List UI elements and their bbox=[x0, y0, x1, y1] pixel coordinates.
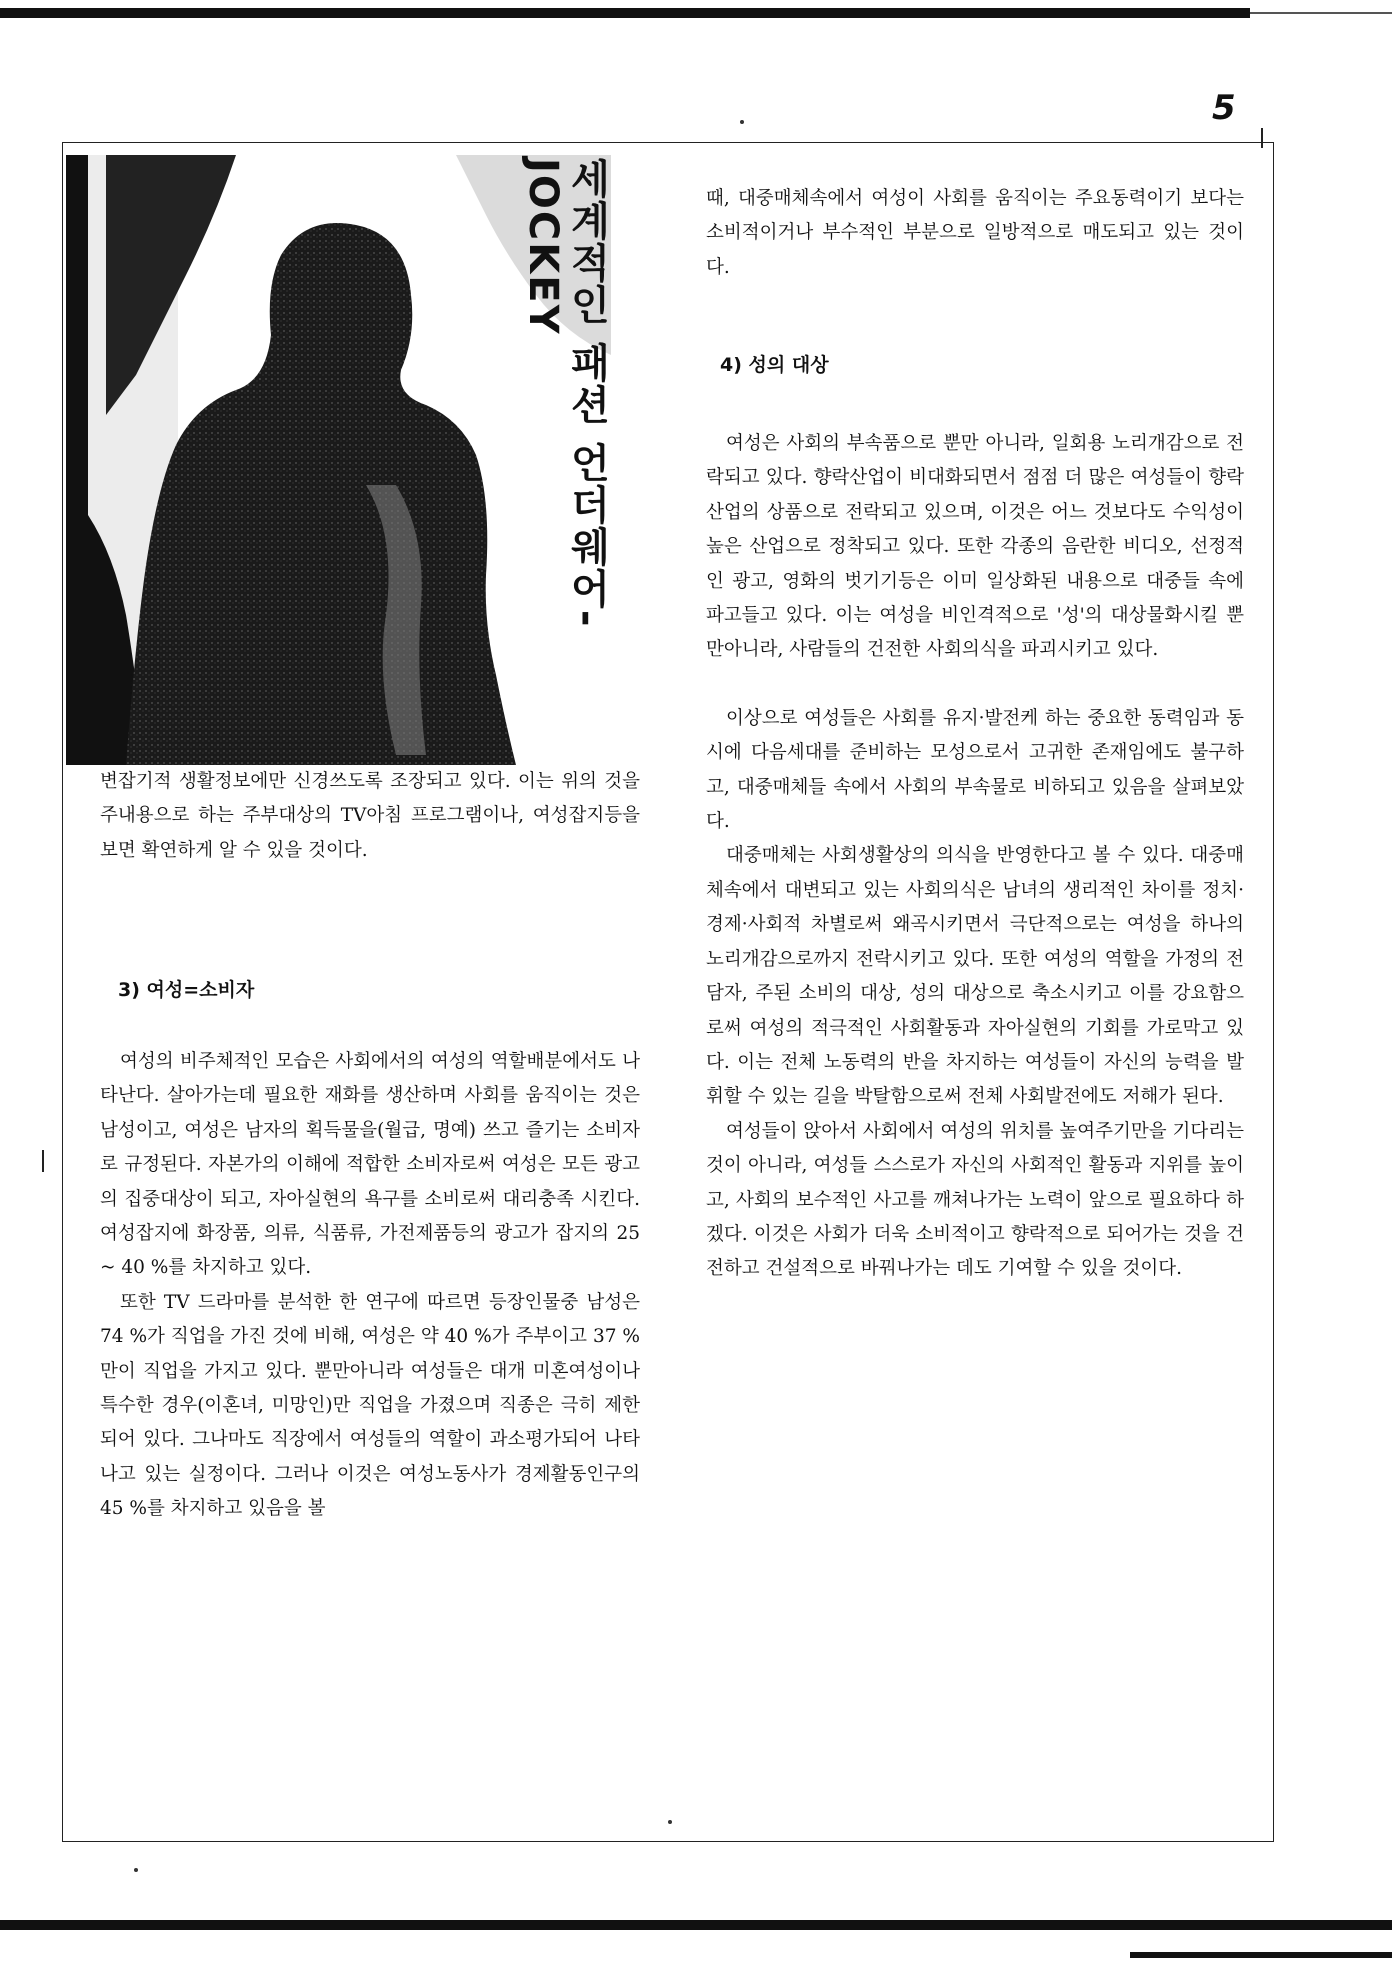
top-border-thin bbox=[1250, 12, 1392, 14]
right-paragraph-2: 이상으로 여성들은 사회를 유지·발전케 하는 중요한 동력임과 동시에 다음세대를 준비하는 모성으로서 고귀한 존재임에도 불구하고, 대중매체들 속에서 사회의 부속물로 비하되고 있음을 살펴보았다. bbox=[706, 707, 1244, 833]
left-paragraph-1: 여성의 비주체적인 모습은 사회에서의 여성의 역할배분에서도 나타난다. 살아가는데 필요한 재화를 생산하며 사회를 움직이는 것은 남성이고, 여성은 남자의 획득물을(월급, 명예) 쓰고 즐기는 소비자로 규정된다. 자본가의 이해에 적합한 소비자로써 여성은 모든 광고의 집중대상이 되고, 자아실현의 욕구를 소비로써 대리충족 시킨다. 여성잡지에 화장품, 의류, 식품류, 가전제품등의 광고가 잡지의 25 ~ 40 %를 차지하고 있다. bbox=[100, 1051, 640, 1279]
section-heading-consumer: 3) 여성=소비자 bbox=[118, 979, 255, 1001]
frame-mark bbox=[1261, 128, 1263, 148]
left-column bbox=[100, 765, 640, 868]
top-border-bar bbox=[0, 8, 1250, 18]
advertisement-title: 세계적인 패션 언더웨어-JOCKEY bbox=[520, 158, 610, 629]
right-paragraph-1: 여성은 사회의 부속품으로 뿐만 아니라, 일회용 노리개감으로 전락되고 있다. 향락산업이 비대화되면서 점점 더 많은 여성들이 향락산업의 상품으로 전락되고 있으며, 이것은 어느 것보다도 수익성이 높은 산업으로 정착되고 있다. 또한 각종의 음란한 비디오, 선정적인 광고, 영화의 벗기기등은 이미 일상화된 내용으로 대중들 속에 파고들고 있다. 이는 여성을 비인격적으로 '성'의 대상물화시킬 뿐만아니라, 사람들의 건전한 사회의식을 파괴시키고 있다. bbox=[706, 433, 1244, 661]
speck bbox=[134, 1868, 138, 1872]
right-intro-paragraph: 때, 대중매체속에서 여성이 사회를 움직이는 주요동력이기 보다는 소비적이거나 부수적인 부분으로 일방적으로 매도되고 있는 것이다. bbox=[706, 188, 1244, 278]
section-heading-sex-object: 4) 성의 대상 bbox=[720, 354, 829, 376]
right-paragraph-4: 여성들이 앉아서 사회에서 여성의 위치를 높여주기만을 기다리는 것이 아니라, 여성들 스스로가 자신의 사회적인 활동과 지위를 높이고, 사회의 보수적인 사고를 깨쳐나가는 노력이 앞으로 필요하다 하겠다. 이것은 사회가 더욱 소비적이고 향락적으로 되어가는 것을 건전하고 건설적으로 바꿔나가는 데도 기여할 수 있을 것이다. bbox=[706, 1120, 1244, 1280]
speck bbox=[668, 1820, 672, 1824]
right-paragraph-3: 대중매체는 사회생활상의 의식을 반영한다고 볼 수 있다. 대중매체속에서 대변되고 있는 사회의식은 남녀의 생리적인 차이를 정치·경제·사회적 차별로써 왜곡시키면서 극단적으로는 여성을 하나의 노리개감으로까지 전락시키고 있다. 또한 여성의 역할을 가정의 전담자, 주된 소비의 대상, 성의 대상으로 축소시키고 이를 강요함으로써 여성의 적극적인 사회활동과 자아실현의 기회를 가로막고 있다. 이는 전체 노동력의 반을 차지하는 여성들이 자신의 능력을 발휘할 수 있는 길을 박탈함으로써 전체 사회발전에도 저해가 된다. bbox=[706, 845, 1244, 1108]
right-body bbox=[706, 427, 1244, 1287]
speck bbox=[740, 120, 744, 124]
bottom-border-bar bbox=[0, 1920, 1392, 1930]
right-column bbox=[706, 182, 1244, 285]
margin-mark bbox=[42, 1150, 44, 1172]
page-number: 5 bbox=[1212, 88, 1236, 128]
bottom-border-right bbox=[1130, 1952, 1392, 1958]
left-paragraph-2: 또한 TV 드라마를 분석한 한 연구에 따르면 등장인물중 남성은 74 %가 직업을 가진 것에 비해, 여성은 약 40 %가 주부이고 37 %만이 직업을 가지고 있다. 뿐만아니라 여성들은 대개 미혼여성이나 특수한 경우(이혼녀, 미망인)만 직업을 가졌으며 직종은 극히 제한되어 있다. 그나마도 직장에서 여성들의 역할이 과소평가되어 나타나고 있는 실정이다. 그러나 이것은 여성노동사가 경제활동인구의 45 %를 차지하고 있음을 볼 bbox=[100, 1291, 640, 1520]
left-body bbox=[100, 1045, 640, 1527]
left-intro-paragraph: 변잡기적 생활정보에만 신경쓰도록 조장되고 있다. 이는 위의 것을 주내용으로 하는 주부대상의 TV아침 프로그램이나, 여성잡지등을 보면 확연하게 알 수 있을 것이다. bbox=[100, 771, 640, 861]
